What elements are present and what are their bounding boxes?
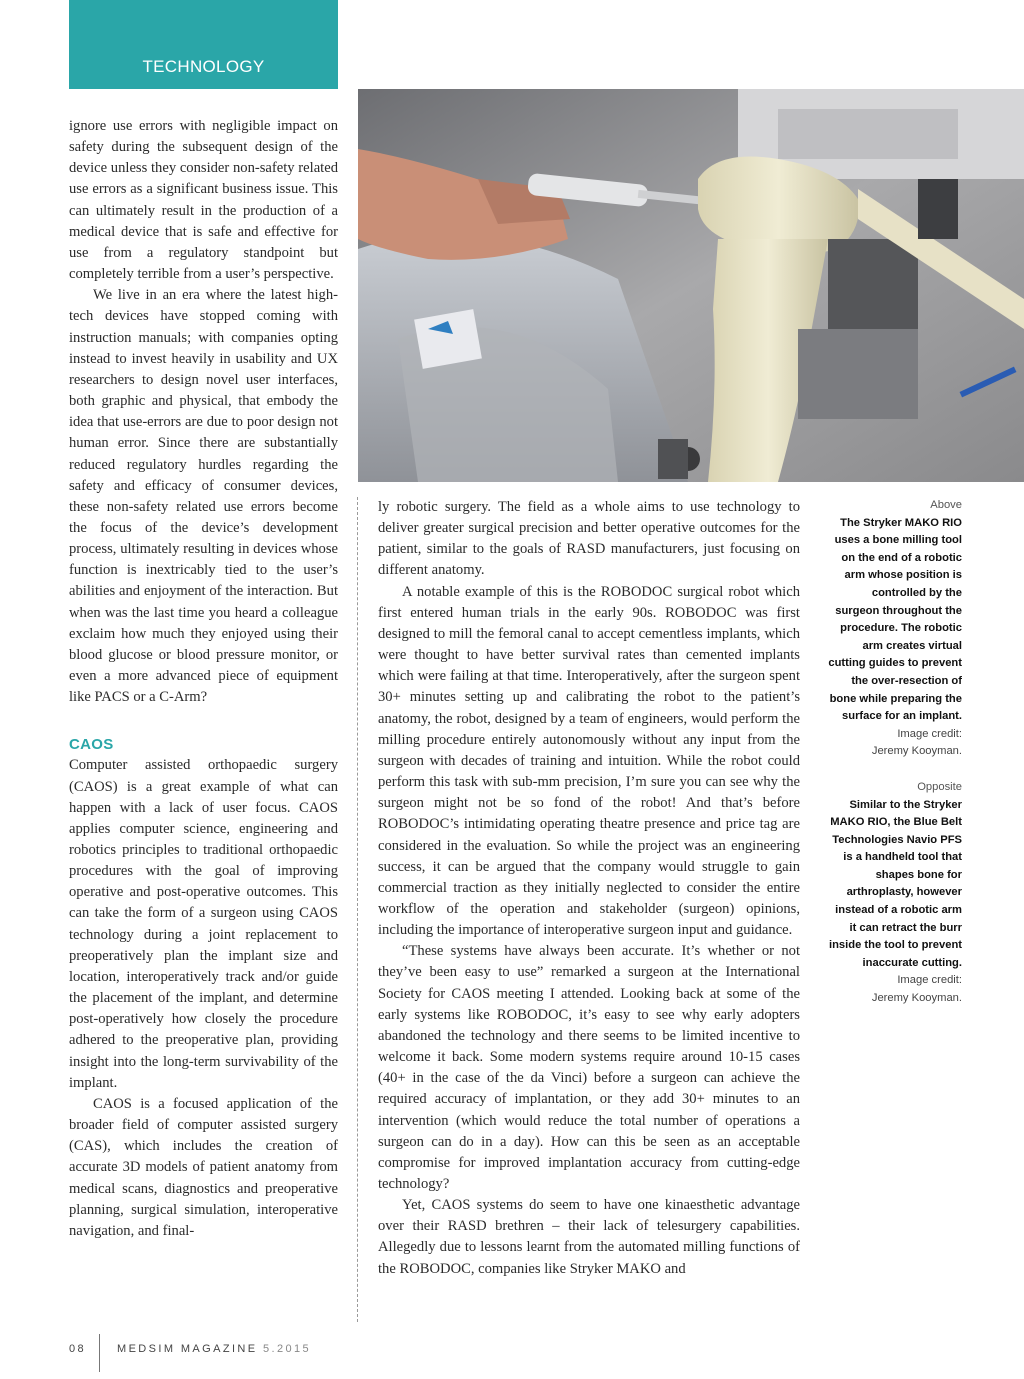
paragraph: Yet, CAOS systems do seem to have one kinaesthetic advantage over their RASD brethren – their lack of telesurgery capabilities. Allegedly due to lessons learnt from the automated milling functions of the ROBODOC, companies like Stryker MAKO and: [378, 1197, 800, 1277]
article-column-left: [69, 116, 338, 1242]
caption-label: Opposite: [917, 780, 962, 793]
magazine-title: MEDSIM MAGAZINE: [117, 1343, 258, 1355]
caption-above: [826, 497, 962, 761]
magazine-name: [117, 1343, 311, 1355]
paragraph: ignore use errors with negligible impact on safety during the subsequent design of the device unless they consider non-safety related use errors as a significant business issue. This can ultimately result in the production of a medical device that is safe and effective for use from a regulatory standpoint but completely terrible from a user’s perspective.: [69, 118, 338, 283]
caption-credit-name: Jeremy Kooyman.: [871, 992, 962, 1005]
caption-text: The Stryker MAKO RIO uses a bone milling tool on the end of a robotic arm whose position is controlled by the surgeon throughout the procedure. The robotic arm creates virtual cutting guides to prevent the over-resection of bone while preparing the surface for an implant.: [828, 516, 962, 723]
caption-credit-name: Jeremy Kooyman.: [871, 745, 962, 758]
paragraph: ly robotic surgery. The field as a whole aims to use technology to deliver greater surgical precision and better operative outcomes for the patient, similar to the goals of RASD manufacturers, just focusing on different anatomy.: [378, 499, 800, 579]
caption-opposite: [826, 779, 962, 1008]
caption-credit-label: Image credit:: [897, 974, 962, 987]
footer-divider: [99, 1334, 100, 1372]
caption-credit-label: Image credit:: [897, 727, 962, 740]
page-number: 08: [69, 1343, 87, 1355]
section-heading: CAOS: [69, 736, 114, 754]
caption-text: Similar to the Stryker MAKO RIO, the Blue Belt Technologies Navio PFS is a handheld tool that shapes bone for arthroplasty, however instead of a robotic arm it can retract the burr inside the tool to prevent inaccurate cutting.: [828, 798, 962, 969]
article-column-middle: [378, 497, 800, 1280]
image-captions: [826, 497, 962, 1008]
paragraph: A notable example of this is the ROBODOC surgical robot which first entered human trials in the early 90s. ROBODOC was first designed to mill the femoral canal to accept cementless implants, which were thought to have better survival rates than cemented implants which were failing at that time. Interoperatively, after the surgeon spent 30+ minutes setting up and calibrating the robot to the patient’s anatomy, the robot, designed by a team of engineers, would perform the milling procedure entirely autonomously without any input from the surgeon with decades of training and intuition. While the robot could perform this task with sub-mm precision, I’m sure you can see why the surgeon might not be so fond of the robot! And that’s before ROBODOC’s intimidating operating theatre presence and price tag are considered in the evaluation. So while the project was an engineering success, it can be argued that the company would struggle to gain commercial traction as they initially neglected to consider the entire workflow of the operation and stakeholder (surgeon) opinions, including the importance of interoperative surgeon input and guidance.: [378, 583, 800, 939]
paragraph: CAOS is a focused application of the broader field of computer assisted surgery (CAS), which includes the creation of accurate 3D models of patient anatomy from medical scans, diagnostics and preoperative planning, surgical simulation, interoperative navigation, and final-: [69, 1095, 338, 1239]
paragraph: Computer assisted orthopaedic surgery (CAOS) is a great example of what can happen with a lack of user focus. CAOS applies computer science, engineering and robotics principles to traditional orthopaedic procedures with the goal of improving operative and post-operative outcomes. This can take the form of a surgeon using CAOS technology during a joint replacement to preoperatively plan the implant size and location, interoperatively track and/or guide the placement of the implant, and determine post-operatively how closely the procedure adhered to the preoperative plan, providing insight into the long-term survivability of the implant.: [69, 757, 338, 1091]
surgical-robot-photo: [358, 89, 1024, 482]
section-tab: [69, 0, 338, 89]
issue-date: 5.2015: [262, 1343, 312, 1355]
paragraph: We live in an era where the latest high-tech devices have stopped coming with instruction manuals; with companies opting instead to invest heavily in usability and UX researchers to design novel user interfaces, both graphic and physical, that embody the idea that use-errors are due to poor design not human error. Since there are substantially reduced regulatory hurdles regarding the safety and efficacy of consumer devices, these non-safety related use errors become the focus of the device’s development process, ultimately resulting in devices whose function is inextricably tied to the user’s abilities and enjoyment of the interaction. But when was the last time you heard a colleague exclaim how much they enjoyed using their blood glucose or blood pressure monitor, or even a more advanced piece of equipment like PACS or a C-Arm?: [69, 287, 338, 706]
paragraph: “These systems have always been accurate. It’s whether or not they’ve been easy to use” remarked a surgeon at the International Society for CAOS meeting I attended. Looking back at some of the early systems like ROBODOC, it’s easy to see why early adopters abandoned the technology and there seems to be limited incentive to welcome it back. Some modern systems require around 10-15 cases (40+ in the case of the da Vinci) before a surgeon can achieve the required accuracy of implantation, or they add 30+ minutes to an intervention (which would reduce the total number of operations a surgeon can do in a day). How can this be seen as an acceptable compromise for improved implantation accuracy from cutting-edge technology?: [378, 943, 800, 1192]
section-title: TECHNOLOGY: [142, 57, 265, 76]
column-divider: [357, 497, 358, 1322]
caption-label: Above: [930, 499, 962, 511]
